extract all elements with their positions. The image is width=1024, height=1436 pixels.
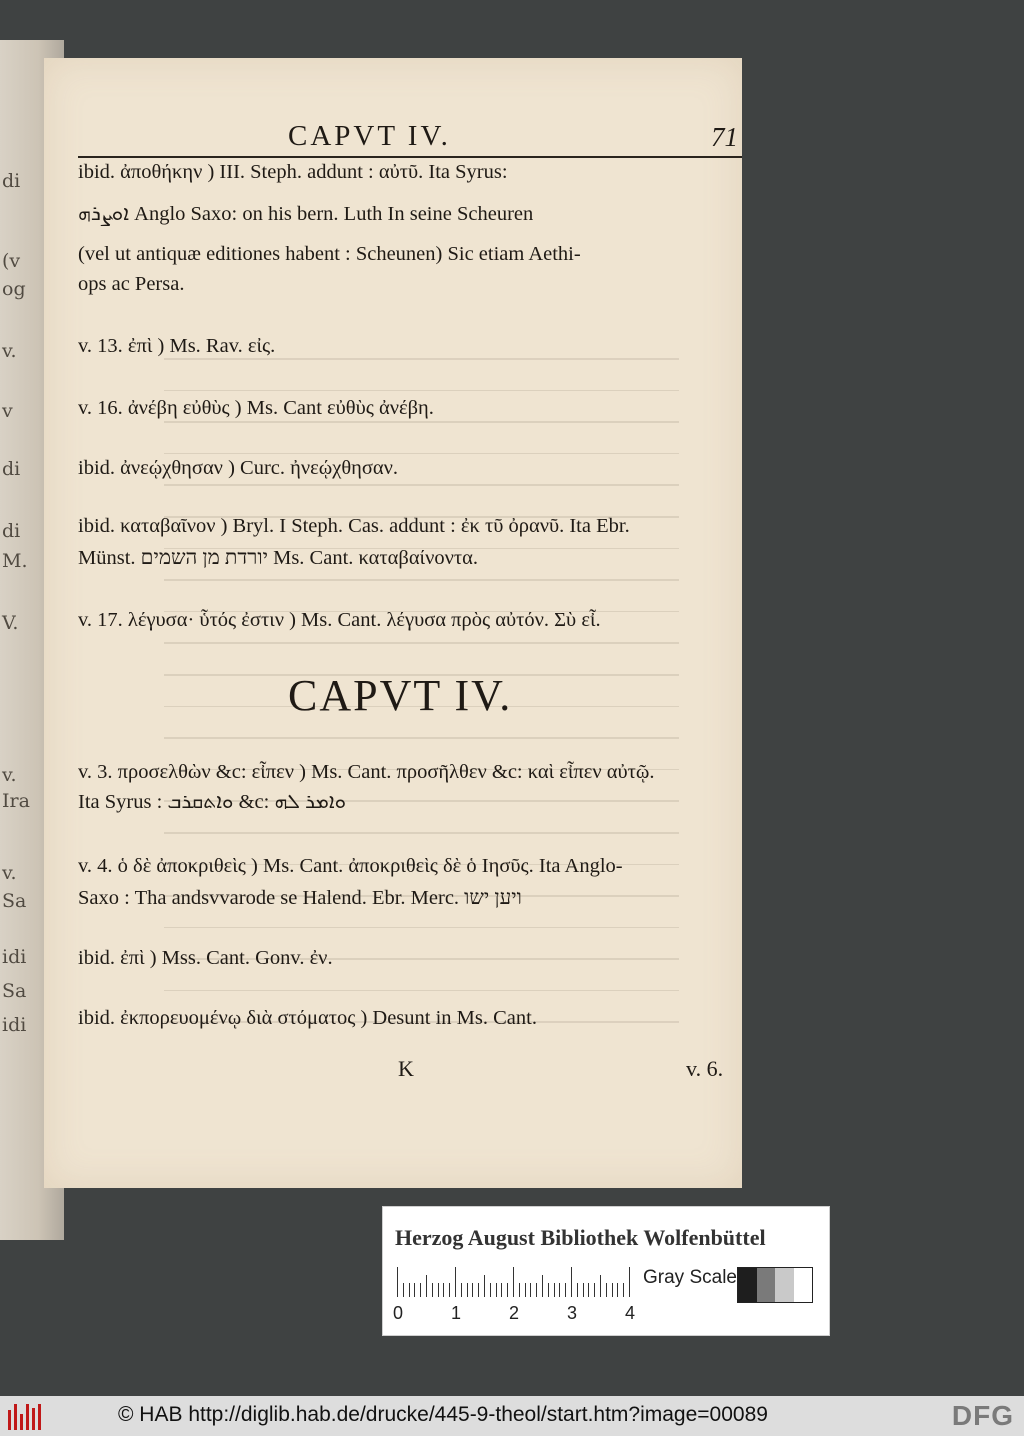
ruler-tick <box>484 1275 485 1297</box>
ruler-tick <box>617 1283 618 1297</box>
margin-fragment: di <box>2 170 21 192</box>
margin-fragment: M. <box>2 550 28 572</box>
margin-fragment: og <box>2 278 26 300</box>
gray-scale-label: Gray Scale <box>643 1267 737 1288</box>
hab-logo-icon <box>6 1402 46 1430</box>
ruler-tick <box>577 1283 578 1297</box>
facing-page-margin-text <box>0 0 44 1200</box>
text-line: ibid. ἀποθήκην ) III. Steph. addunt : αὐτῦ. Ita Syrus: <box>78 161 508 183</box>
text-line: v. 13. ἐπὶ ) Ms. Rav. εἰς. <box>78 335 276 357</box>
ruler-tick <box>438 1283 439 1297</box>
ruler-tick <box>536 1283 537 1297</box>
text-line: Münst. יורדת מן השמים Ms. Cant. καταβαίνοντα. <box>78 547 478 569</box>
ruler-tick <box>542 1275 543 1297</box>
book-page <box>44 58 742 1188</box>
ruler-tick <box>583 1283 584 1297</box>
signature-mark: K <box>398 1056 414 1081</box>
ruler-tick <box>530 1283 531 1297</box>
color-calibration-bar <box>382 1206 830 1336</box>
ruler-tick <box>420 1283 421 1297</box>
text-line: ibid. καταβαῖνον ) Bryl. I Steph. Cas. addunt : ἐκ τῦ ὀρανῦ. Ita Ebr. <box>78 515 630 537</box>
ruler-tick <box>507 1283 508 1297</box>
ruler-tick <box>397 1267 398 1297</box>
gray-scale-swatches <box>737 1267 813 1303</box>
ruler-tick <box>571 1267 572 1297</box>
ruler-number: 0 <box>393 1303 404 1323</box>
ruler-tick <box>432 1283 433 1297</box>
ruler-tick <box>594 1283 595 1297</box>
ruler-tick <box>467 1283 468 1297</box>
margin-fragment: di <box>2 458 21 480</box>
text-line: Ita Syrus : ܘܐܬܩܪܒ &c: ܘܐܡܪ ܠܗ <box>78 791 347 813</box>
text-line: ops ac Persa. <box>78 273 185 295</box>
text-line: ibid. ἀνεῴχθησαν ) Curc. ἠνεῴχθησαν. <box>78 457 399 479</box>
ruler-number: 2 <box>509 1303 520 1323</box>
margin-fragment: Ira <box>2 790 30 812</box>
margin-fragment: v. <box>2 340 17 362</box>
ruler-tick <box>409 1283 410 1297</box>
margin-fragment: v. <box>2 862 17 884</box>
gray-swatch <box>794 1268 813 1302</box>
margin-fragment: v. <box>2 764 17 786</box>
ruler-tick <box>414 1283 415 1297</box>
text-line: ܐܘܨܪܗ Anglo Saxo: on his bern. Luth In seine Scheuren <box>78 203 534 225</box>
margin-fragment: V. <box>2 612 19 634</box>
ruler-tick <box>525 1283 526 1297</box>
running-title: CAPVT IV. <box>288 120 451 152</box>
text-line: v. 16. ἀνέβη εὐθὺς ) Ms. Cant εὐθὺς ἀνέβη. <box>78 397 434 419</box>
ruler-tick <box>461 1283 462 1297</box>
ruler-number: 4 <box>625 1303 636 1323</box>
text-line: Saxo : Tha andsvvarode se Halend. Ebr. Merc. ויען ישו <box>78 887 522 909</box>
ruler-tick <box>455 1267 456 1297</box>
text-line: (vel ut antiquæ editiones habent : Scheunen) Sic etiam Aethi- <box>78 243 581 265</box>
ruler-tick <box>548 1283 549 1297</box>
ruler-number: 3 <box>567 1303 578 1323</box>
page-number: 71 <box>711 122 738 152</box>
ruler-tick <box>629 1267 630 1297</box>
ruler-tick <box>565 1283 566 1297</box>
margin-fragment: idi <box>2 1014 27 1036</box>
text-line: ibid. ἐπὶ ) Mss. Cant. Gonv. ἐν. <box>78 947 333 969</box>
margin-fragment: Sa <box>2 980 27 1002</box>
ruler-tick <box>623 1283 624 1297</box>
margin-fragment: di <box>2 520 21 542</box>
margin-fragment: (v <box>2 250 21 272</box>
margin-fragment: idi <box>2 946 27 968</box>
dfg-logo: DFG <box>951 1400 1014 1431</box>
catchword: v. 6. <box>686 1056 724 1081</box>
ruler-tick <box>472 1283 473 1297</box>
ruler-tick <box>443 1283 444 1297</box>
footer-bar <box>0 1396 1024 1436</box>
ruler-tick <box>588 1283 589 1297</box>
ruler-tick <box>496 1283 497 1297</box>
gray-swatch <box>738 1268 757 1302</box>
text-line: v. 17. λέγυσα· ὗτός ἐστιν ) Ms. Cant. λέγυσα πρὸς αὐτόν. Σὺ εἶ. <box>78 609 601 631</box>
ruler-tick <box>478 1283 479 1297</box>
page-header <box>78 120 742 160</box>
ruler-tick <box>606 1283 607 1297</box>
gray-swatch <box>775 1268 794 1302</box>
gray-swatch <box>757 1268 776 1302</box>
ruler-tick <box>449 1283 450 1297</box>
text-line: v. 4. ὁ δὲ ἀποκριθεὶς ) Ms. Cant. ἀποκριθεὶς δὲ ὁ Ιησῦς. Ita Anglo- <box>78 855 623 877</box>
ruler-tick <box>490 1283 491 1297</box>
ruler-tick <box>612 1283 613 1297</box>
ruler-tick <box>554 1283 555 1297</box>
chapter-heading: CAPVT IV. <box>288 671 513 720</box>
text-line: ibid. ἐκπορευομένῳ διὰ στόματος ) Desunt in Ms. Cant. <box>78 1007 537 1029</box>
ruler-tick <box>600 1275 601 1297</box>
ruler-tick <box>513 1267 514 1297</box>
ruler-numbers <box>393 1303 653 1327</box>
margin-fragment: v <box>2 400 13 422</box>
ruler-tick <box>403 1283 404 1297</box>
copyright-link[interactable]: © HAB http://diglib.hab.de/drucke/445-9-theol/start.htm?image=00089 <box>118 1403 768 1426</box>
ruler-number: 1 <box>451 1303 462 1323</box>
ruler-tick <box>559 1283 560 1297</box>
ruler-tick <box>519 1283 520 1297</box>
ruler-tick <box>501 1283 502 1297</box>
ruler-tick <box>426 1275 427 1297</box>
scale-ruler <box>397 1265 627 1297</box>
margin-fragment: Sa <box>2 890 27 912</box>
library-name: Herzog August Bibliothek Wolfenbüttel <box>395 1225 766 1250</box>
text-line: v. 3. προσελθὼν &c: εἶπεν ) Ms. Cant. προσῆλθεν &c: καὶ εἶπεν αὐτῷ. <box>78 761 655 783</box>
